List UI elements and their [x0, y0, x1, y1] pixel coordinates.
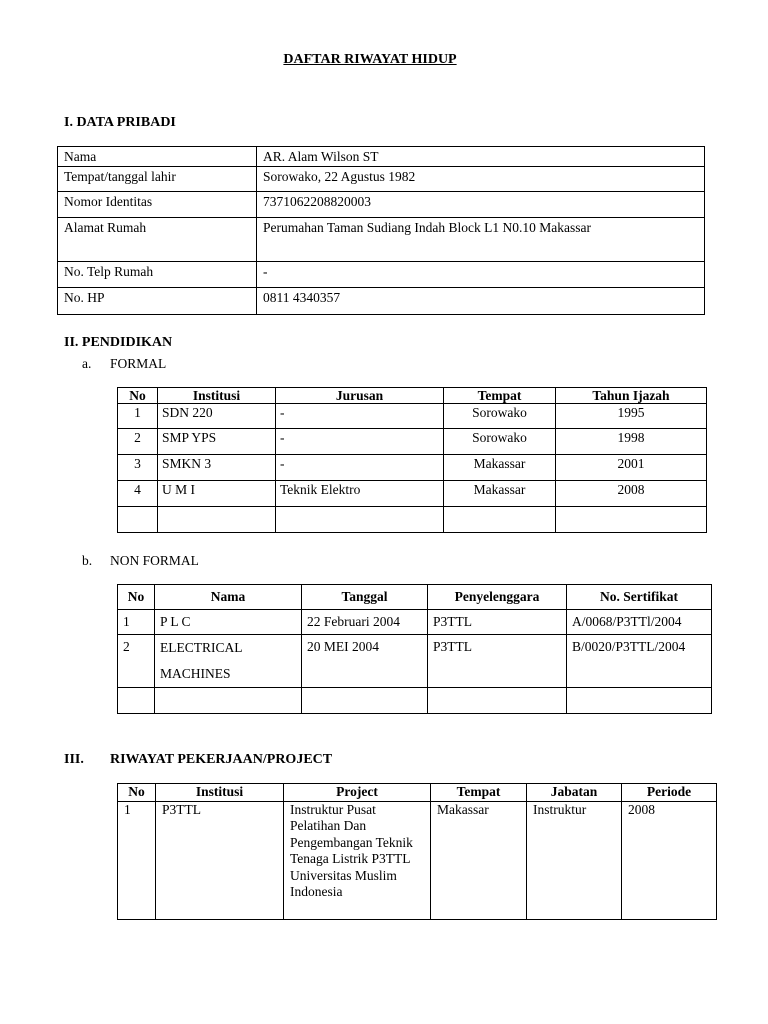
cell-no: 2	[118, 429, 158, 455]
cell-institusi: SDN 220	[158, 404, 276, 429]
personal-value: Sorowako, 22 Agustus 1982	[257, 167, 705, 192]
col-header: Project	[284, 784, 431, 802]
personal-row-alamat	[58, 218, 705, 262]
empty-cell	[118, 688, 155, 714]
cell-nama: ELECTRICAL MACHINES	[155, 635, 302, 688]
cell-tanggal: 20 MEI 2004	[302, 635, 428, 688]
document-title: DAFTAR RIWAYAT HIDUP	[283, 52, 457, 67]
cell-penyelenggara: P3TTL	[428, 610, 567, 635]
col-header: No	[118, 388, 158, 404]
cell-tahun: 1995	[556, 404, 707, 429]
personal-label: No. HP	[58, 288, 257, 315]
cell-no: 2	[118, 635, 155, 688]
personal-data-table	[57, 146, 705, 315]
cell-tahun: 2001	[556, 455, 707, 481]
personal-row-telp	[58, 262, 705, 288]
nonformal-education-table	[117, 584, 712, 714]
cell-tahun: 2008	[556, 481, 707, 507]
cell-tanggal: 22 Februari 2004	[302, 610, 428, 635]
table-row	[118, 610, 712, 635]
empty-cell	[155, 688, 302, 714]
col-header: Institusi	[156, 784, 284, 802]
formal-marker: a.	[82, 356, 92, 371]
empty-cell	[567, 688, 712, 714]
col-header: Tempat	[444, 388, 556, 404]
table-row	[118, 429, 707, 455]
empty-cell	[556, 507, 707, 533]
col-header: Penyelenggara	[428, 585, 567, 610]
formal-subheading: FORMAL	[110, 356, 167, 371]
cell-institusi: P3TTL	[156, 801, 284, 919]
personal-label: Tempat/tanggal lahir	[58, 167, 257, 192]
cell-institusi: SMP YPS	[158, 429, 276, 455]
personal-row-identitas	[58, 192, 705, 218]
cell-tempat: Makassar	[431, 801, 527, 919]
empty-cell	[444, 507, 556, 533]
col-header: Jurusan	[276, 388, 444, 404]
section-pendidikan-heading: II. PENDIDIKAN	[64, 335, 173, 350]
cell-sertifikat: B/0020/P3TTL/2004	[567, 635, 712, 688]
table-row-empty	[118, 507, 707, 533]
cell-no: 1	[118, 801, 156, 919]
col-header: Institusi	[158, 388, 276, 404]
section-data-pribadi-heading: I. DATA PRIBADI	[64, 115, 176, 130]
table-row	[118, 801, 717, 919]
col-header: Tahun Ijazah	[556, 388, 707, 404]
cell-tempat: Sorowako	[444, 404, 556, 429]
work-history-table	[117, 783, 717, 920]
col-header: No	[118, 585, 155, 610]
empty-cell	[118, 507, 158, 533]
cell-tempat: Sorowako	[444, 429, 556, 455]
cell-jabatan: Instruktur	[527, 801, 622, 919]
personal-value: 0811 4340357	[257, 288, 705, 315]
personal-row-nama	[58, 147, 705, 167]
cell-periode: 2008	[622, 801, 717, 919]
cell-jurusan: -	[276, 429, 444, 455]
cell-jurusan: -	[276, 404, 444, 429]
personal-value: -	[257, 262, 705, 288]
section-pekerjaan-heading: RIWAYAT PEKERJAAN/PROJECT	[110, 752, 333, 767]
cell-institusi: U M I	[158, 481, 276, 507]
empty-cell	[428, 688, 567, 714]
nonformal-marker: b.	[82, 553, 93, 568]
col-header: No. Sertifikat	[567, 585, 712, 610]
table-row-empty	[118, 688, 712, 714]
cell-project: Instruktur Pusat Pelatihan Dan Pengembangan Teknik Tenaga Listrik P3TTL Universitas Muslim Indonesia	[284, 801, 431, 919]
personal-label: Alamat Rumah	[58, 218, 257, 262]
cell-jurusan: -	[276, 455, 444, 481]
nonformal-header-row	[118, 585, 712, 610]
formal-header-row	[118, 388, 707, 404]
formal-education-table	[117, 387, 707, 533]
personal-label: Nama	[58, 147, 257, 167]
table-row	[118, 404, 707, 429]
cell-sertifikat: A/0068/P3TTl/2004	[567, 610, 712, 635]
col-header: Tempat	[431, 784, 527, 802]
cell-tempat: Makassar	[444, 455, 556, 481]
personal-label: Nomor Identitas	[58, 192, 257, 218]
cell-institusi: SMKN 3	[158, 455, 276, 481]
empty-cell	[276, 507, 444, 533]
table-row	[118, 455, 707, 481]
col-header: Jabatan	[527, 784, 622, 802]
cell-penyelenggara: P3TTL	[428, 635, 567, 688]
cell-no: 1	[118, 404, 158, 429]
cell-tahun: 1998	[556, 429, 707, 455]
empty-cell	[158, 507, 276, 533]
table-row	[118, 481, 707, 507]
col-header: No	[118, 784, 156, 802]
table-row	[118, 635, 712, 688]
cell-jurusan: Teknik Elektro	[276, 481, 444, 507]
empty-cell	[302, 688, 428, 714]
personal-value: Perumahan Taman Sudiang Indah Block L1 N0.10 Makassar	[257, 218, 705, 262]
cell-tempat: Makassar	[444, 481, 556, 507]
cell-nama: P L C	[155, 610, 302, 635]
personal-row-ttl	[58, 167, 705, 192]
cell-no: 4	[118, 481, 158, 507]
col-header: Nama	[155, 585, 302, 610]
cell-no: 1	[118, 610, 155, 635]
col-header: Periode	[622, 784, 717, 802]
section-number-iii: III.	[64, 752, 84, 767]
personal-value: 7371062208820003	[257, 192, 705, 218]
personal-label: No. Telp Rumah	[58, 262, 257, 288]
col-header: Tanggal	[302, 585, 428, 610]
work-header-row	[118, 784, 717, 802]
personal-row-hp	[58, 288, 705, 315]
personal-value: AR. Alam Wilson ST	[257, 147, 705, 167]
nonformal-subheading: NON FORMAL	[110, 553, 199, 568]
cell-no: 3	[118, 455, 158, 481]
